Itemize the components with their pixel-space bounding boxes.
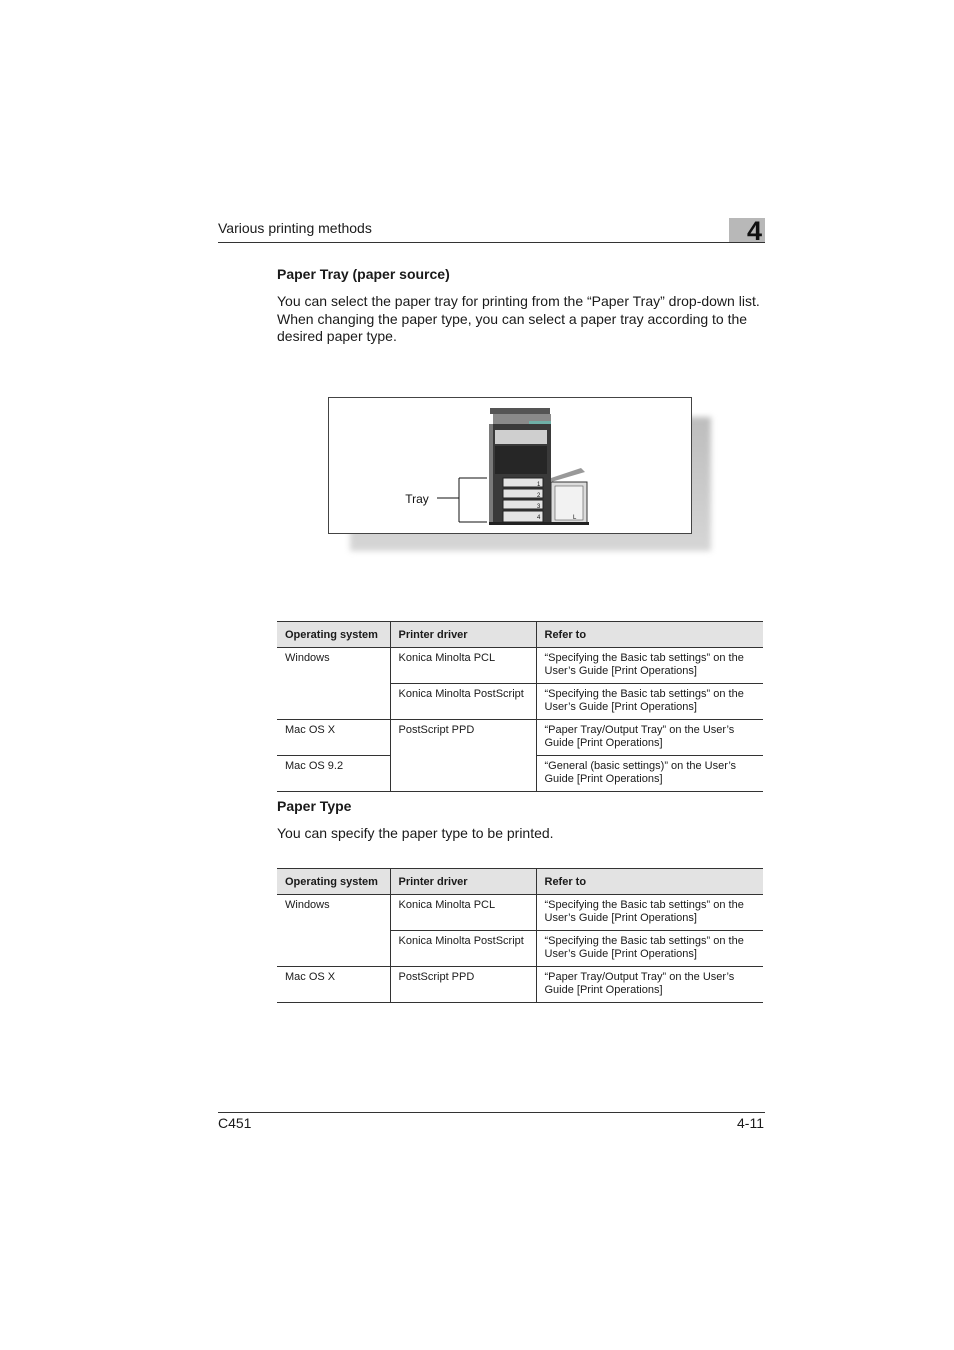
section-body-paper-tray: You can select the paper tray for printing from the “Paper Tray” drop-down list. When changing the paper type, you can select a paper tray according to the desired paper type. <box>277 293 760 344</box>
table-header-row <box>277 622 763 648</box>
driver-cell: Konica Minolta PostScript <box>390 931 536 967</box>
tray-number-1: 1 <box>537 482 541 488</box>
printer-figure <box>328 397 692 534</box>
tray-callout-label: Tray <box>405 492 429 506</box>
reference-cell: “General (basic settings)” on the User’s Guide [Print Operations] <box>536 756 763 792</box>
running-header-title: Various printing methods <box>218 220 372 236</box>
column-header: Refer to <box>536 622 763 648</box>
footer-rule <box>218 1112 765 1113</box>
printer-illustration <box>329 398 691 533</box>
table-row <box>277 720 763 756</box>
column-header: Operating system <box>277 622 390 648</box>
driver-cell: Konica Minolta PostScript <box>390 684 536 720</box>
paper-tray-reference-table <box>277 621 763 792</box>
column-header: Printer driver <box>390 622 536 648</box>
driver-cell: PostScript PPD <box>390 967 536 1003</box>
reference-cell: “Specifying the Basic tab settings” on the User’s Guide [Print Operations] <box>536 895 763 931</box>
table-row <box>277 648 763 684</box>
driver-cell: PostScript PPD <box>390 720 536 792</box>
chapter-number: 4 <box>747 216 763 246</box>
section-body-paper-type: You can specify the paper type to be printed. <box>277 825 554 841</box>
lcc-label: L <box>573 515 577 521</box>
reference-cell: “Specifying the Basic tab settings” on the User’s Guide [Print Operations] <box>536 931 763 967</box>
tray-number-3: 3 <box>537 504 541 510</box>
driver-cell: Konica Minolta PCL <box>390 895 536 931</box>
os-cell: Mac OS X <box>277 720 390 756</box>
reference-cell: “Specifying the Basic tab settings” on the User’s Guide [Print Operations] <box>536 648 763 684</box>
footer-model: C451 <box>218 1115 252 1131</box>
os-cell: Windows <box>277 648 390 720</box>
reference-cell: “Paper Tray/Output Tray” on the User’s Guide [Print Operations] <box>536 967 763 1003</box>
column-header: Printer driver <box>390 869 536 895</box>
section-heading-paper-tray: Paper Tray (paper source) <box>277 266 450 282</box>
reference-cell: “Paper Tray/Output Tray” on the User’s Guide [Print Operations] <box>536 720 763 756</box>
reference-cell: “Specifying the Basic tab settings” on the User’s Guide [Print Operations] <box>536 684 763 720</box>
tray-number-4: 4 <box>537 515 541 521</box>
tray-number-2: 2 <box>537 493 541 499</box>
os-cell: Mac OS 9.2 <box>277 756 390 792</box>
footer-page-number: 4-11 <box>737 1115 764 1131</box>
section-heading-paper-type: Paper Type <box>277 798 352 814</box>
driver-cell: Konica Minolta PCL <box>390 648 536 684</box>
table-row <box>277 895 763 931</box>
paper-type-reference-table <box>277 868 763 1003</box>
os-cell: Mac OS X <box>277 967 390 1003</box>
header-rule <box>218 242 765 243</box>
column-header: Refer to <box>536 869 763 895</box>
os-cell: Windows <box>277 895 390 967</box>
table-row <box>277 967 763 1003</box>
table-header-row <box>277 869 763 895</box>
column-header: Operating system <box>277 869 390 895</box>
